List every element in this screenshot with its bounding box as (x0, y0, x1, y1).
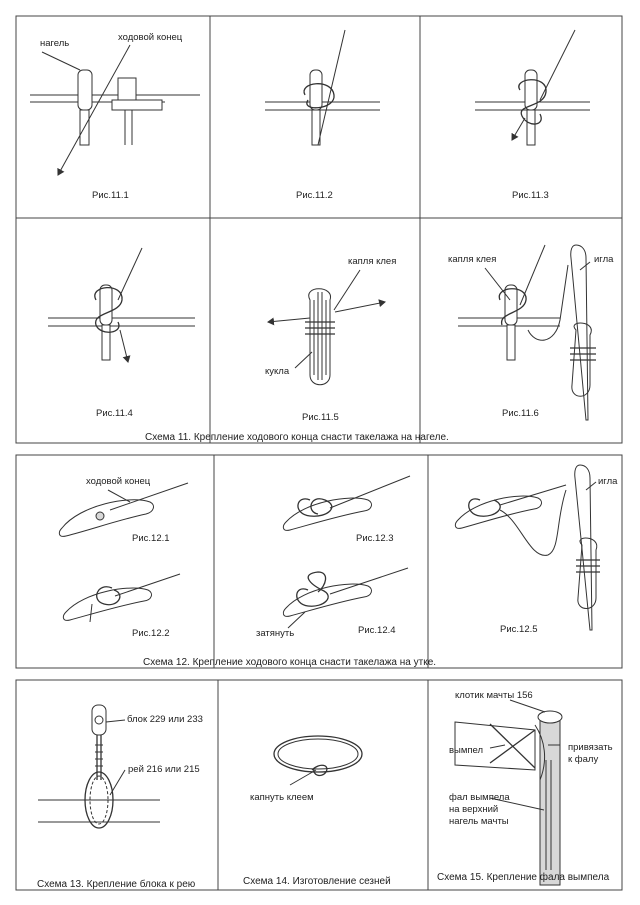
label-needle-2: игла (598, 476, 618, 487)
figure-15-pennant-halyard (437, 690, 613, 885)
scheme-15-title: Схема 15. Крепление фала вымпела (437, 872, 610, 883)
scheme-11-title: Схема 11. Крепление ходового конца снасти такелажа на нагеле. (145, 432, 449, 443)
label-running-end-2: ходовой конец (86, 476, 151, 487)
figure-14-seizings (243, 736, 391, 887)
caption-12-4: Рис.12.4 (358, 625, 396, 636)
scheme-13-title: Схема 13. Крепление блока к рею (37, 879, 196, 890)
figure-11-6 (448, 245, 614, 420)
figure-11-1 (30, 32, 200, 201)
figure-12-5 (455, 465, 618, 635)
scheme-12-title: Схема 12. Крепление ходового конца снасти такелажа на утке. (143, 657, 437, 668)
figure-12-1 (59, 476, 188, 544)
caption-11-1: Рис.11.1 (92, 190, 129, 201)
label-pennant: вымпел (449, 745, 484, 756)
label-halyard-1: фал вымпела (449, 792, 510, 803)
label-glue-drop-2: капля клея (448, 254, 497, 265)
caption-11-2: Рис.11.2 (296, 190, 333, 201)
label-drip-glue: капнуть клеем (250, 792, 314, 803)
figure-11-2 (265, 30, 380, 201)
label-yard: рей 216 или 215 (128, 764, 200, 775)
caption-12-3: Рис.12.3 (356, 533, 394, 544)
label-block: блок 229 или 233 (127, 714, 203, 725)
caption-11-4: Рис.11.4 (96, 408, 133, 419)
label-glue-drop: капля клея (348, 256, 397, 267)
caption-11-6: Рис.11.6 (502, 408, 539, 419)
figure-11-5 (265, 256, 396, 423)
label-tie-line-2: к фалу (568, 754, 599, 765)
figure-11-3 (475, 30, 590, 201)
label-mast-truck: клотик мачты 156 (455, 690, 533, 701)
figure-12-3 (283, 476, 410, 544)
label-tie-line-1: привязать (568, 742, 613, 753)
label-halyard-2: на верхний (449, 804, 499, 815)
label-halyard-3: нагель мачты (449, 816, 509, 827)
figure-12-4 (256, 568, 408, 639)
caption-12-2: Рис.12.2 (132, 628, 170, 639)
scheme-14-title: Схема 14. Изготовление сезней (243, 876, 391, 887)
label-pin: нагель (40, 38, 70, 49)
figure-11-4 (48, 248, 195, 419)
label-running-end: ходовой конец (118, 32, 183, 43)
label-tighten: затянуть (256, 628, 295, 639)
label-doll: кукла (265, 366, 290, 377)
caption-11-3: Рис.11.3 (512, 190, 549, 201)
figure-13-block-to-yard (37, 705, 203, 890)
figure-12-2 (63, 574, 180, 639)
label-needle: игла (594, 254, 614, 265)
caption-11-5: Рис.11.5 (302, 412, 339, 423)
caption-12-5: Рис.12.5 (500, 624, 538, 635)
caption-12-1: Рис.12.1 (132, 533, 170, 544)
